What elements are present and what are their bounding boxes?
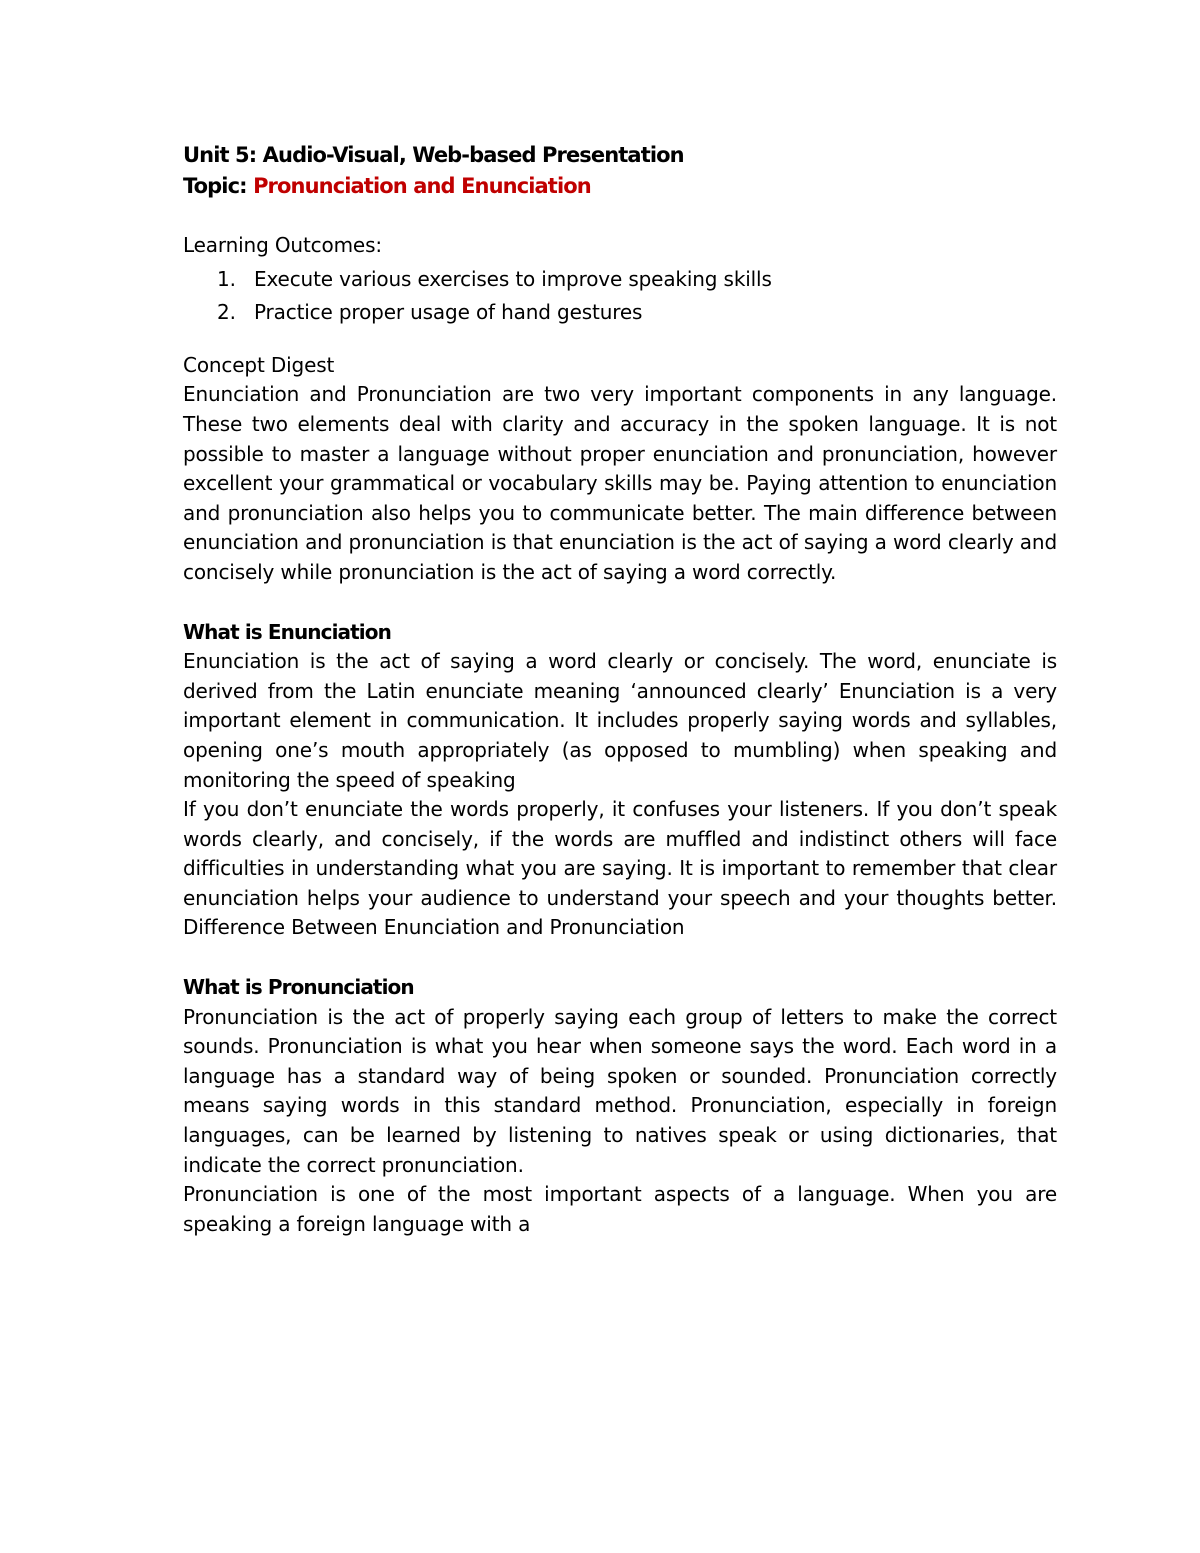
learning-outcome-text: Execute various exercises to improve speaking skills (254, 266, 772, 291)
pronunciation-paragraph: Pronunciation is one of the most important aspects of a language. When you are speaking a foreign language with a (183, 1182, 1057, 1236)
list-number: 1. (217, 266, 236, 291)
learning-outcome-item (217, 265, 1057, 295)
pronunciation-paragraph: Pronunciation is the act of properly saying each group of letters to make the correct sounds. Pronunciation is what you hear when someone says the word. Each word in a language has a standard way of being spoken or sounded. Pronunciation correctly means saying words in this standard method. Pronunciation, especially in foreign languages, can be learned by listening to natives speak or using dictionaries, that indicate the correct pronunciation. (183, 1004, 1057, 1177)
enunciation-paragraph: If you don’t enunciate the words properly, it confuses your listeners. If you don’t speak words clearly, and concisely, if the words are muffled and indistinct others will face difficulties in understanding what you are saying. It is important to remember that clear enunciation helps your audience to understand your speech and your thoughts better. Difference Between Enunciation and Pronunciation (183, 797, 1057, 940)
enunciation-paragraph: Enunciation is the act of saying a word clearly or concisely. The word, enunciate is derived from the Latin enunciate meaning ‘announced clearly’ Enunciation is a very important element in communication. It includes properly saying words and syllables, opening one’s mouth appropriately (as opposed to mumbling) when speaking and monitoring the speed of speaking (183, 649, 1057, 792)
pronunciation-heading: What is Pronunciation (183, 975, 414, 1000)
topic-value: Pronunciation and Enunciation (253, 174, 591, 198)
list-number: 2. (217, 300, 236, 325)
document-content (183, 140, 1057, 1239)
enunciation-heading: What is Enunciation (183, 619, 391, 644)
learning-outcomes-list (183, 265, 1057, 328)
learning-outcomes-heading: Learning Outcomes: (183, 233, 382, 257)
learning-outcome-text: Practice proper usage of hand gestures (254, 300, 643, 325)
topic-line (183, 171, 1057, 202)
learning-outcome-item (217, 298, 1057, 328)
intro-paragraph: Enunciation and Pronunciation are two very important components in any language. These two elements deal with clarity and accuracy in the spoken language. It is not possible to master a language without proper enunciation and pronunciation, however excellent your grammatical or vocabulary skills may be. Paying attention to enunciation and pronunciation also helps you to communicate better. The main difference between enunciation and pronunciation is that enunciation is the act of saying a word clearly and concisely while pronunciation is the act of saying a word correctly. (183, 382, 1057, 584)
concept-digest-heading: Concept Digest (183, 352, 335, 377)
unit-title: Unit 5: Audio-Visual, Web-based Presentation (183, 143, 684, 167)
topic-label: Topic: (183, 174, 247, 198)
